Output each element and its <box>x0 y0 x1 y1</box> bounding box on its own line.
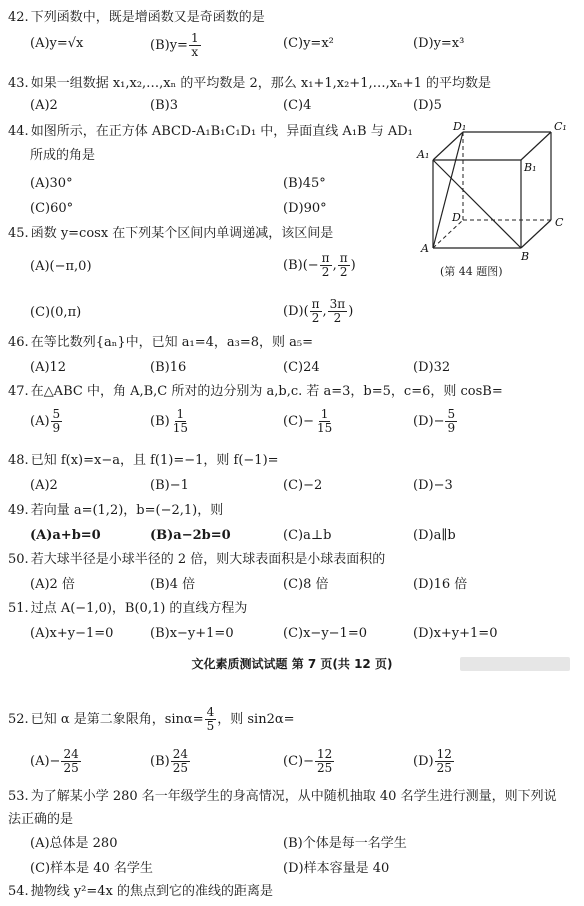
option-d: (D)90° <box>283 201 327 216</box>
option-a: (A)x+y−1=0 <box>30 626 114 641</box>
option-d: (D)y=x³ <box>413 36 465 51</box>
question-48 <box>8 453 279 469</box>
option-d: (D)样本容量是 40 <box>283 861 390 876</box>
page-footer: 文化素质测试试题 第 7 页(共 12 页) <box>191 657 393 671</box>
question-stem: 为了解某小学 280 名一年级学生的身高情况，从中随机抽取 40 名学生进行测量，则下列说 <box>30 789 557 804</box>
question-54 <box>8 884 273 900</box>
question-number: 49. <box>8 503 29 518</box>
option-a: (A)a+b=0 <box>30 528 101 543</box>
question-42 <box>8 10 265 26</box>
option-a: (A)2 <box>30 478 58 493</box>
figure-caption: (第 44 题图) <box>440 265 503 278</box>
question-stem: 下列函数中，既是增函数又是奇函数的是 <box>30 10 265 25</box>
question-number: 47. <box>8 384 29 399</box>
question-number: 51. <box>8 601 29 616</box>
option-d: (D)a∥b <box>413 528 456 543</box>
question-44 <box>8 124 413 140</box>
option-c: (C)a⊥b <box>283 528 332 543</box>
question-45 <box>8 226 333 242</box>
question-52: 52. 已知 α 是第二象限角，sinα= $\frac{4}{5}$ ，则 sin2α= <box>8 705 295 733</box>
option-c: (C)y=x² <box>283 36 334 51</box>
option-b: (B)−1 <box>150 478 189 493</box>
question-53 <box>8 789 557 805</box>
option-c: (C)60° <box>30 201 74 216</box>
option-c: (C)24 <box>283 360 320 375</box>
option-d: (D)− $\frac{5}{9}$ <box>413 407 456 435</box>
option-b: (B)4 倍 <box>150 577 196 592</box>
question-stem: 若大球半径是小球半径的 2 倍，则大球表面积是小球表面积的 <box>30 552 386 567</box>
option-b: (B)45° <box>283 176 326 191</box>
cube-figure <box>413 120 583 270</box>
option-b: (B)(− $\frac{\pi}{2}$ , $\frac{\pi}{2}$ ) <box>283 251 356 279</box>
question-49 <box>8 503 223 519</box>
question-43 <box>8 76 491 92</box>
question-stem-continued: 法正确的是 <box>8 812 74 827</box>
option-b: (B)个体是每一名学生 <box>283 836 407 851</box>
option-d: (D)32 <box>413 360 451 375</box>
question-stem: 已知 f(x)=x−a，且 f(1)=−1，则 f(−1)= <box>30 453 279 468</box>
label-B1: B₁ <box>524 161 537 174</box>
option-c: (C)4 <box>283 98 312 113</box>
label-B: B <box>521 250 530 263</box>
question-number: 48. <box>8 453 29 468</box>
option-b: (B)3 <box>150 98 178 113</box>
option-b: (B) $\frac{1}{15}$ <box>150 407 188 435</box>
question-46 <box>8 335 313 351</box>
option-d: (D)16 倍 <box>413 577 468 592</box>
question-number: 50. <box>8 552 29 567</box>
option-a: (A) $\frac{5}{9}$ <box>30 407 61 435</box>
option-c: (C)x−y−1=0 <box>283 626 367 641</box>
label-C: C <box>555 216 564 229</box>
label-A: A <box>421 242 429 255</box>
question-number: 52. <box>8 712 29 727</box>
option-a: (A)总体是 280 <box>30 836 118 851</box>
option-a: (A)2 倍 <box>30 577 75 592</box>
option-d: (D)−3 <box>413 478 453 493</box>
option-a: (A)− $\frac{24}{25}$ <box>30 747 79 775</box>
option-a: (A)(−π,0) <box>30 259 92 274</box>
blurred-watermark <box>460 657 570 671</box>
option-b: (B)16 <box>150 360 187 375</box>
option-b: (B)y= $\frac{1}{x}$ <box>150 31 199 59</box>
option-b: (B) $\frac{24}{25}$ <box>150 747 188 775</box>
question-number: 54. <box>8 884 29 899</box>
question-47 <box>8 384 503 400</box>
question-number: 44. <box>8 124 29 139</box>
option-b: (B)x−y+1=0 <box>150 626 234 641</box>
question-stem: 如果一组数据 x₁,x₂,…,xₙ 的平均数是 2，那么 x₁+1,x₂+1,…,xₙ+1 的平均数是 <box>30 76 491 91</box>
option-b: (B)a−2b=0 <box>150 528 231 543</box>
option-c: (C)− $\frac{1}{15}$ <box>283 407 333 435</box>
label-C1: C₁ <box>554 120 567 133</box>
question-number: 45. <box>8 226 29 241</box>
question-stem: 在等比数列{aₙ}中，已知 a₁=4，a₃=8，则 a₅= <box>30 335 313 350</box>
option-c: (C)样本是 40 名学生 <box>30 861 153 876</box>
question-51 <box>8 601 247 617</box>
question-number: 46. <box>8 335 29 350</box>
option-a: (A)y=√x <box>30 36 84 51</box>
option-c: (C)− $\frac{12}{25}$ <box>283 747 333 775</box>
question-number: 42. <box>8 10 29 25</box>
option-d: (D)x+y+1=0 <box>413 626 498 641</box>
question-stem: 如图所示，在正方体 ABCD-A₁B₁C₁D₁ 中，异面直线 A₁B 与 AD₁ <box>30 124 413 139</box>
option-a: (A)2 <box>30 98 58 113</box>
question-50 <box>8 552 385 568</box>
option-d: (D)( $\frac{\pi}{2}$ , $\frac{3\pi}{2}$ ) <box>283 297 354 325</box>
option-d: (D)5 <box>413 98 442 113</box>
question-stem: 已知 α 是第二象限角，sinα= <box>30 712 204 727</box>
option-a: (A)12 <box>30 360 67 375</box>
option-c: (C)(0,π) <box>30 305 82 320</box>
question-stem: 抛物线 y²=4x 的焦点到它的准线的距离是 <box>30 884 274 899</box>
label-D: D <box>452 211 461 224</box>
question-stem: 函数 y=cosx 在下列某个区间内单调递减，该区间是 <box>30 226 334 241</box>
option-a: (A)30° <box>30 176 73 191</box>
option-d: (D) $\frac{12}{25}$ <box>413 747 452 775</box>
question-stem-continued: 所成的角是 <box>30 148 96 163</box>
option-c: (C)−2 <box>283 478 323 493</box>
label-A1: A₁ <box>417 148 430 161</box>
question-number: 53. <box>8 789 29 804</box>
question-stem: 若向量 a=(1,2)，b=(−2,1)，则 <box>30 503 224 518</box>
question-stem: 在△ABC 中，角 A,B,C 所对的边分别为 a,b,c. 若 a=3，b=5，c=6，则 cosB= <box>30 384 503 399</box>
question-stem: 过点 A(−1,0)，B(0,1) 的直线方程为 <box>30 601 248 616</box>
question-number: 43. <box>8 76 29 91</box>
option-c: (C)8 倍 <box>283 577 329 592</box>
label-D1: D₁ <box>453 120 467 133</box>
